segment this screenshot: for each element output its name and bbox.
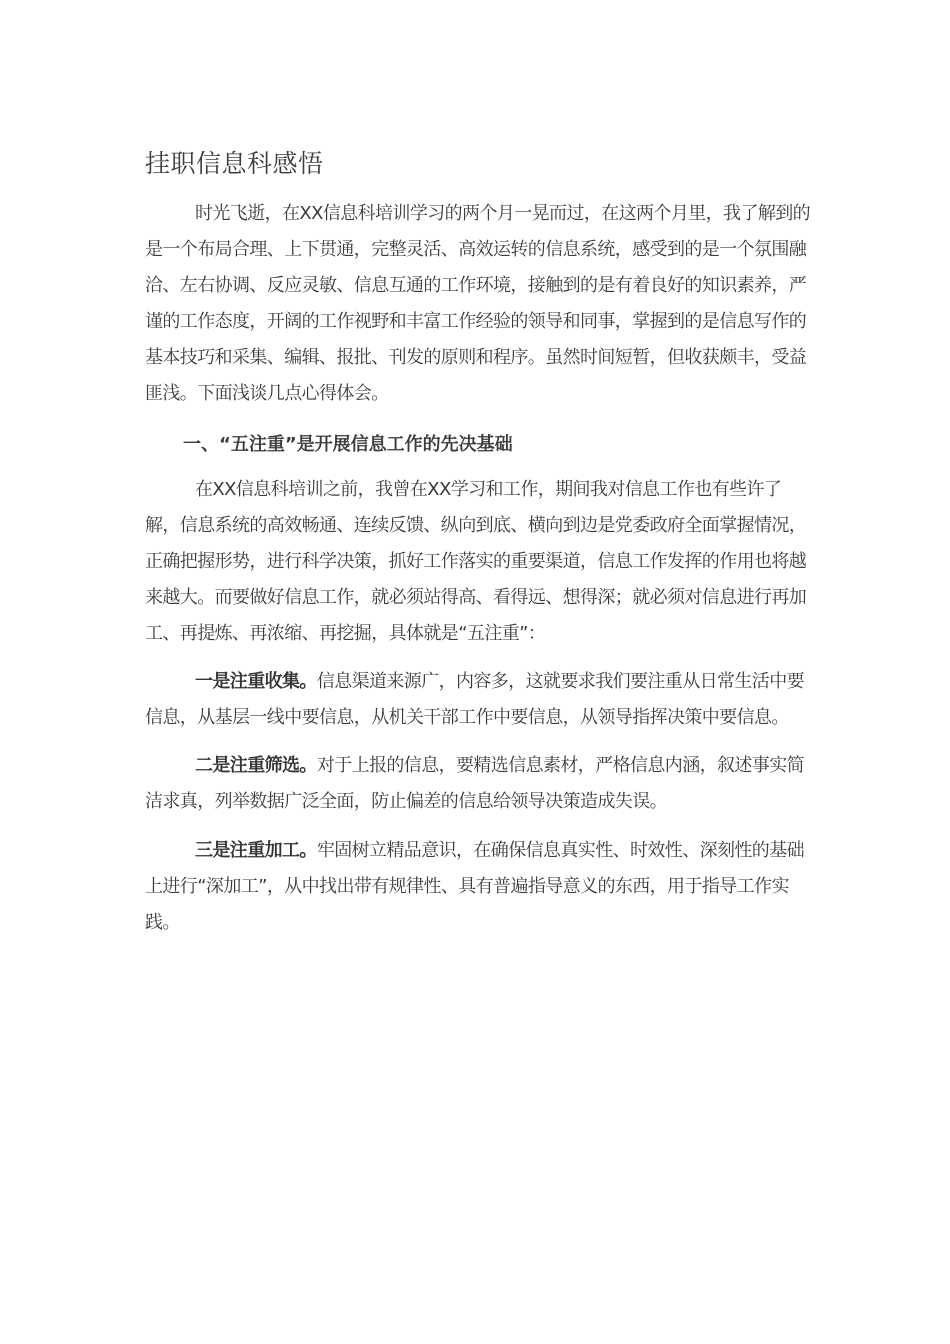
section-intro-paragraph: 在XX信息科培训之前，我曾在XX学习和工作，期间我对信息工作也有些许了解，信息系统的高效畅通、连续反馈、纵向到底、横向到边是党委政府全面掌握情况，正确把握形势，进行科学决策，抓好工作落实的重要渠道，信息工作发挥的作用也将越来越大。而要做好信息工作，就必须站得高、看得远、想得深；就必须对信息进行再加工、再提炼、再浓缩、再挖掘，具体就是“五注重”： [145, 479, 807, 644]
section-heading: 一、“五注重”是开展信息工作的先决基础 [183, 434, 513, 455]
intro-paragraph: 时光飞逝，在XX信息科培训学习的两个月一晃而过，在这两个月里，我了解到的是一个布局合理、上下贯通，完整灵活、高效运转的信息系统，感受到的是一个氛围融洽、左右协调、反应灵敏、信息互通的工作环境，接触到的是有着良好的知识素养，严谨的工作态度，开阔的工作视野和丰富工作经验的领导和同事，掌握到的是信息写作的基本技巧和采集、编辑、报批、刊发的原则和程序。虽然时间短暂，但收获颇丰，受益匪浅。下面浅谈几点心得体会。 [145, 203, 811, 404]
point-paragraph-process [145, 833, 815, 941]
point-text: 信息渠道来源广，内容多，这就要求我们要注重从日常生活中要信息，从基层一线中要信息，从机关干部工作中要信息，从领导指挥决策中要信息。 [145, 671, 805, 728]
document-title: 挂职信息科感悟 [145, 149, 324, 178]
point-lead: 三是注重加工。 [195, 840, 317, 861]
point-lead: 一是注重收集。 [195, 671, 317, 692]
point-paragraph-collect [145, 664, 815, 736]
point-text: 对于上报的信息，要精选信息素材，严格信息内涵，叙述事实简洁求真，列举数据广泛全面，防止偏差的信息给领导决策造成失误。 [145, 755, 805, 812]
point-paragraph-filter [145, 748, 815, 820]
point-text: 牢固树立精品意识，在确保信息真实性、时效性、深刻性的基础上进行“深加工”，从中找出带有规律性、具有普遍指导意义的东西，用于指导工作实践。 [145, 840, 805, 933]
point-lead: 二是注重筛选。 [195, 755, 317, 776]
